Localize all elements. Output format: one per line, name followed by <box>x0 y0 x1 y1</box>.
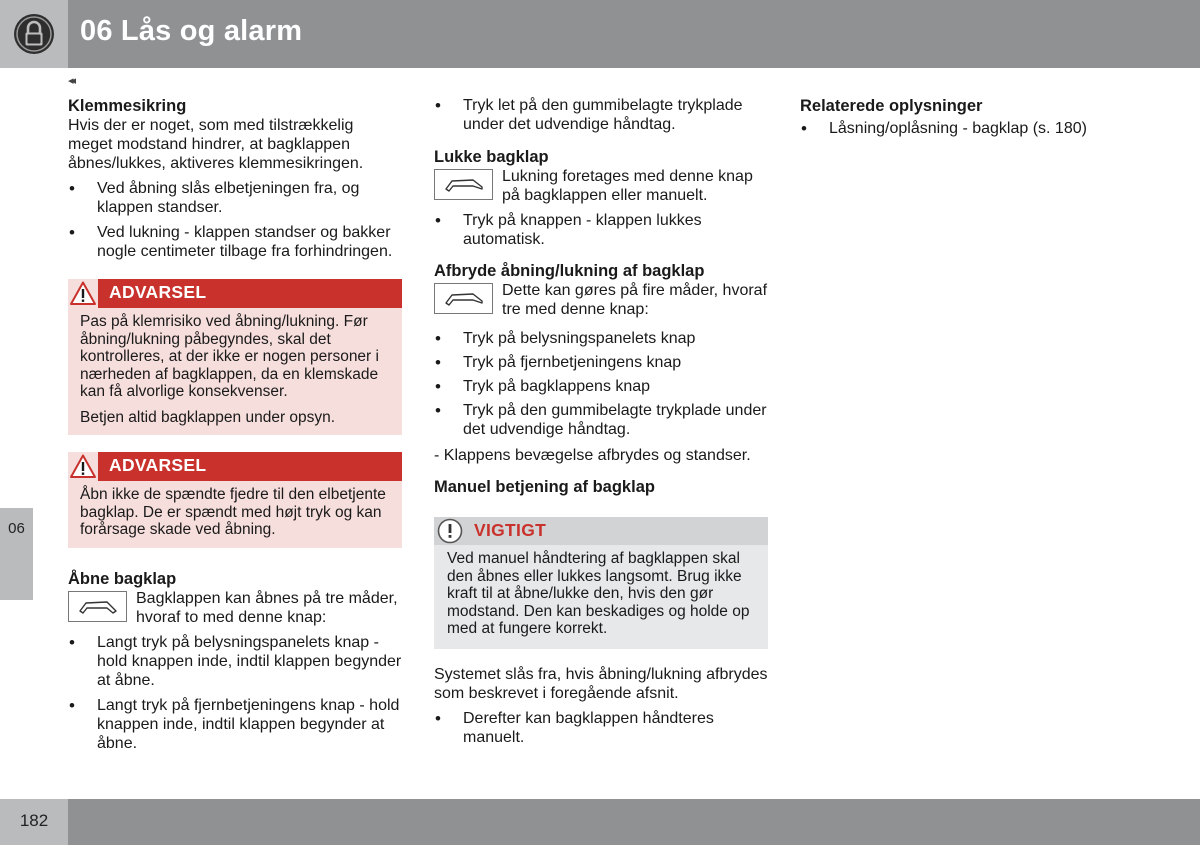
warning-label: ADVARSEL <box>109 282 207 302</box>
list-item: • Ved åbning slås elbetjeningen fra, og klappen standser. <box>68 179 402 217</box>
open-text: Bagklappen kan åbnes på tre måder, hvoraf to med denne knap: <box>136 589 398 626</box>
warning-body <box>68 481 402 548</box>
column-3 <box>800 96 1134 138</box>
close-button-row <box>434 167 768 205</box>
warning-header <box>68 279 402 308</box>
abort-list <box>434 329 768 439</box>
tailgate-button-icon <box>434 283 493 314</box>
page-footer <box>0 799 1200 845</box>
continued-marker: ◂◂ <box>68 75 74 87</box>
open-list <box>68 633 402 753</box>
section-title-klemmesikring: Klemmesikring <box>68 97 187 115</box>
warning-box <box>68 279 402 435</box>
continued-list <box>434 96 768 134</box>
page-number-box <box>0 799 68 845</box>
warning-label: ADVARSEL <box>109 455 207 475</box>
list-item: • Tryk på bagklappens knap <box>434 377 768 396</box>
warning-text: Åbn ikke de spændte fjedre til den elbetjente bagklap. De er spændt med højt tryk og kan forårsage skade ved åbning. <box>80 486 386 538</box>
chapter-side-tab <box>0 508 33 600</box>
page-header <box>0 0 1200 68</box>
related-link[interactable]: • Låsning/oplåsning - bagklap (s. 180) <box>800 119 1134 138</box>
open-button-row <box>68 589 402 627</box>
list-item: • Tryk på belysningspanelets knap <box>434 329 768 348</box>
system-list <box>434 709 768 747</box>
list-item: • Ved lukning - klappen standser og bakker nogle centimeter tilbage fra forhindringen. <box>68 223 402 261</box>
list-item: • Langt tryk på belysningspanelets knap - hold knappen inde, indtil klappen begynder at åbne. <box>68 633 402 690</box>
important-text: Ved manuel håndtering af bagklappen skal den åbnes eller lukkes langsomt. Brug ikke kraft til at åbne/lukke den, hvis den gør modstand. Den kan beskadiges og holde op med at fungere korrekt. <box>447 550 750 637</box>
important-header <box>434 517 768 545</box>
abort-text: Dette kan gøres på fire måder, hvoraf tre med denne knap: <box>502 282 768 318</box>
close-text: Lukning foretages med denne knap på bagklappen eller manuelt. <box>502 168 753 204</box>
important-exclamation-icon <box>436 518 466 544</box>
important-body <box>434 545 768 649</box>
warning-header <box>68 452 402 481</box>
klemmesikring-text: Hvis der er noget, som med tilstrækkelig meget modstand hindrer, at bagklappen åbnes/lukkes, aktiveres klemmesikringen. <box>68 117 364 172</box>
important-label: VIGTIGT <box>474 520 547 540</box>
list-item: • Tryk på knappen - klappen lukkes automatisk. <box>434 211 768 249</box>
warning-triangle-icon <box>68 452 98 481</box>
klemmesikring-list <box>68 179 402 261</box>
section-title-abort: Afbryde åbning/lukning af bagklap <box>434 262 705 280</box>
warning-body <box>68 308 402 435</box>
close-list <box>434 211 768 249</box>
list-item: • Tryk på den gummibelagte trykplade under det udvendige håndtag. <box>434 401 768 439</box>
warning-triangle-icon <box>68 279 98 308</box>
chapter-title: 06 Lås og alarm <box>80 15 303 47</box>
column-2 <box>434 96 768 747</box>
tailgate-close-button-icon <box>434 169 493 200</box>
lock-icon <box>14 14 54 54</box>
list-item: • Tryk på fjernbetjeningens knap <box>434 353 768 372</box>
list-item: • Derefter kan bagklappen håndteres manuelt. <box>434 709 768 747</box>
system-text: Systemet slås fra, hvis åbning/lukning afbrydes som beskrevet i foregående afsnit. <box>434 665 768 702</box>
abort-note: - Klappens bevægelse afbrydes og standser. <box>434 447 751 464</box>
section-title-open: Åbne bagklap <box>68 569 177 588</box>
chapter-number: 06 <box>8 520 25 537</box>
warning-text: Pas på klemrisiko ved åbning/lukning. Før åbning/lukning påbegyndes, skal det kontrolleres, at der ikke er nogen personer i nærheden af bagklappen, da en klemskade kan få alvorlige konsekvenser. <box>80 313 379 400</box>
section-title-close: Lukke bagklap <box>434 148 549 166</box>
related-list <box>800 119 1134 138</box>
list-item: • Tryk let på den gummibelagte trykplade under det udvendige håndtag. <box>434 96 768 134</box>
important-box <box>434 517 768 649</box>
list-item: • Langt tryk på fjernbetjeningens knap - hold knappen inde, indtil klappen begynder at åbne. <box>68 696 402 753</box>
warning-text: Betjen altid bagklappen under opsyn. <box>80 408 336 426</box>
column-1 <box>68 96 402 753</box>
warning-box <box>68 452 402 548</box>
abort-button-row <box>434 281 768 319</box>
tailgate-button-icon <box>68 591 127 622</box>
section-title-related: Relaterede oplysninger <box>800 97 983 115</box>
chapter-icon-box <box>0 0 68 68</box>
page-number: 182 <box>19 811 49 830</box>
section-title-manual: Manuel betjening af bagklap <box>434 478 655 496</box>
